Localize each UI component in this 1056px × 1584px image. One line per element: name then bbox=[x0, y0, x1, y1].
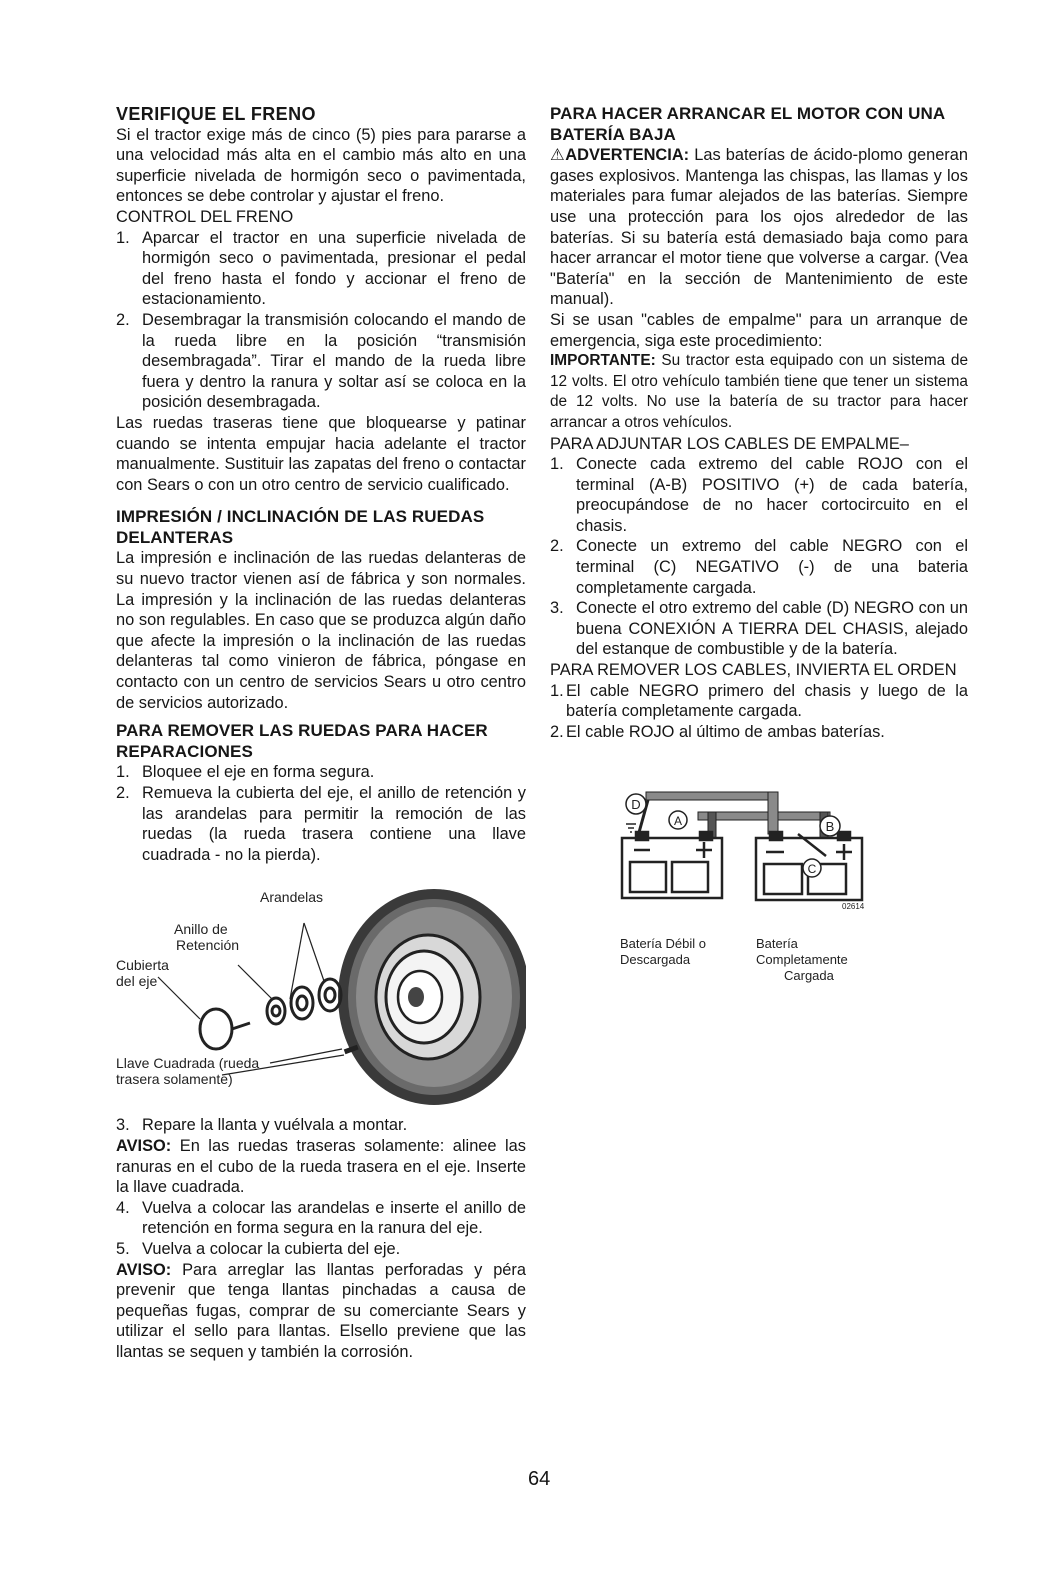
remove-cable-step: 2. El cable ROJO al último de ambas baterías. bbox=[550, 722, 885, 741]
remove-wheels-heading: PARA REMOVER LAS RUEDAS PARA HACER REPARACIONES bbox=[116, 721, 488, 761]
remove-step: 1. Bloquee el eje en forma segura. bbox=[116, 763, 375, 782]
remove-step: 5. Vuelva a colocar la cubierta del eje. bbox=[116, 1239, 401, 1258]
left-column bbox=[116, 104, 526, 1363]
notice-paragraph: AVISO: Para arreglar las llantas perforadas y péra prevenir que tenga llantas pinchadas a causa de pequeñas fugas, comprar de su comerciante Sears y utilizar el sello para llantas. Elsello previene que las llantas se sequen y también la corrosión. bbox=[116, 1260, 526, 1361]
battery-illustration bbox=[550, 786, 968, 936]
charged-battery-caption: Batería bbox=[756, 936, 798, 952]
brake-step: 2. Desembragar la transmisión colocando el mando de la rueda libre en la posición “transmisión desembragada”. Tirar el mando de la rueda libre fuera y dentro la ranura y soltar así se coloca en la posición desembragada. bbox=[116, 310, 526, 412]
charged-battery-caption: Completamente bbox=[756, 952, 848, 968]
figure-code: 02614 bbox=[842, 902, 865, 912]
attach-step: 2. Conecte un extremo del cable NEGRO con el terminal (C) NEGATIVO (-) de una bateria completamente cargada. bbox=[550, 537, 968, 597]
terminal-c-label: C bbox=[807, 862, 817, 877]
weak-battery-caption: Batería Débil o bbox=[620, 936, 706, 952]
tire-icon bbox=[338, 889, 526, 1105]
remove-cables-heading: PARA REMOVER LOS CABLES, INVIERTA EL ORDEN bbox=[550, 661, 957, 680]
toe-text: La impresión e inclinación de las ruedas delanteras de su nuevo tractor vienen así de fábrica y son normales. La impresión y la inclinación de las ruedas delanteras no son regulables. En caso que se produzca algún daño que afecte la impresión o la inclinación de las ruedas delanteras tal como vinieron de fábrica, póngase en contacto con un centro de servicios Sears u otro centro de servicios autorizado. bbox=[116, 549, 526, 712]
attach-step: 3. Conecte el otro extremo del cable (D) NEGRO con un buena CONEXIÓN A TIERRA DEL CHASIS, alejado del estanque de combustible y de la batería. bbox=[550, 599, 968, 659]
brake-control-subheading: CONTROL DEL FRENO bbox=[116, 207, 294, 226]
important-paragraph: IMPORTANTE: Su tractor esta equipado con un sistema de 12 volts. El otro vehículo también tiene que tener un sistema de 12 volts. No use la batería de su tractor para hacer arrancar a otros vehículos. bbox=[550, 352, 968, 431]
toe-heading: IMPRESIÓN / INCLINACIÓN DE LAS RUEDAS DELANTERAS bbox=[116, 507, 485, 547]
brake-outro: Las ruedas traseras tiene que bloquearse y patinar cuando se intenta empujar hacia adelante el tractor manualmente. Sustituir las zapatas del freno o contactar con Sears o con un otro centro de servicio cualificado. bbox=[116, 413, 526, 494]
axle-cover-label: del eje bbox=[116, 973, 158, 990]
terminal-a-label: A bbox=[673, 814, 683, 829]
axle-cover-label: Cubierta bbox=[116, 957, 169, 974]
brake-step: 1. Aparcar el tractor en una superficie nivelada de hormigón seco o pavimentada, presionar el pedal del freno hasta el fondo y accionar el freno de estacionamiento. bbox=[116, 228, 526, 309]
battery-diagram bbox=[550, 786, 968, 996]
brake-intro: Si el tractor exige más de cinco (5) pies para pararse a una velocidad más alta en el cambio más alto en una superficie nivelada de hormigón seco o pavimentada, entonces se debe controlar y ajustar el freno. bbox=[116, 125, 526, 206]
washers-label: Arandelas bbox=[260, 889, 324, 906]
remove-cable-step: 1. El cable NEGRO primero del chasis y luego de la batería completamente cargada. bbox=[550, 681, 968, 721]
page-number: 64 bbox=[528, 1468, 551, 1490]
jumper-intro: Si se usan "cables de empalme" para un arranque de emergencia, siga este procedimiento: bbox=[550, 310, 968, 350]
square-key-label: trasera solamente) bbox=[116, 1071, 233, 1088]
remove-step: 4. Vuelva a colocar las arandelas e inserte el anillo de retención en forma segura en la ranura del eje. bbox=[116, 1198, 526, 1238]
right-column bbox=[550, 104, 968, 996]
warning-triangle-icon: ⚠ bbox=[550, 146, 566, 165]
ground-symbol-icon bbox=[626, 824, 636, 832]
remove-step: 3. Repare la llanta y vuélvala a montar. bbox=[116, 1116, 408, 1135]
notice-paragraph: AVISO: En las ruedas traseras solamente: alinee las ranuras en el cubo de la rueda trasera en el eje. Inserte la llave cuadrada. bbox=[116, 1136, 526, 1197]
jump-start-heading: PARA HACER ARRANCAR EL MOTOR CON UNA BATERÍA BAJA bbox=[550, 104, 945, 144]
charged-battery-caption: Cargada bbox=[784, 968, 834, 984]
weak-battery-icon bbox=[622, 832, 722, 898]
attach-heading: PARA ADJUNTAR LOS CABLES DE EMPALME– bbox=[550, 434, 909, 453]
retaining-ring-label: Retención bbox=[176, 937, 240, 954]
washer-icon bbox=[267, 979, 341, 1024]
retaining-ring-label: Anillo de bbox=[174, 921, 228, 938]
terminal-b-label: B bbox=[825, 819, 835, 835]
warning-paragraph: ⚠ADVERTENCIA: Las baterías de ácido-plomo generan gases explosivos. Mantenga las chispas, las llamas y los materiales para fumar alejados de las baterías. Siempre use una protección para los ojos alrededor de las baterías. Si su batería está demasiado baja como para hacer arrancar el motor tiene que volverse a cargar. (Vea "Batería" en la sección de Mantenimiento de este manual). bbox=[550, 146, 968, 309]
square-key-label: Llave Cuadrada (rueda bbox=[116, 1055, 260, 1072]
weak-battery-caption: Descargada bbox=[620, 952, 691, 968]
cable-d-label: D bbox=[631, 797, 641, 813]
axle-cap-icon bbox=[200, 1009, 250, 1049]
wheel-figure bbox=[116, 879, 526, 1109]
attach-step: 1. Conecte cada extremo del cable ROJO con el terminal (A-B) POSITIVO (+) de cada batería, preocupándose de no hacer cortocircuito en el chasis. bbox=[550, 455, 968, 535]
brake-heading: VERIFIQUE EL FRENO bbox=[116, 104, 316, 124]
remove-step: 2. Remueva la cubierta del eje, el anillo de retención y las arandelas para permitir la remoción de las ruedas (la rueda trasera contiene una llave cuadrada - no la pierda). bbox=[116, 784, 526, 864]
